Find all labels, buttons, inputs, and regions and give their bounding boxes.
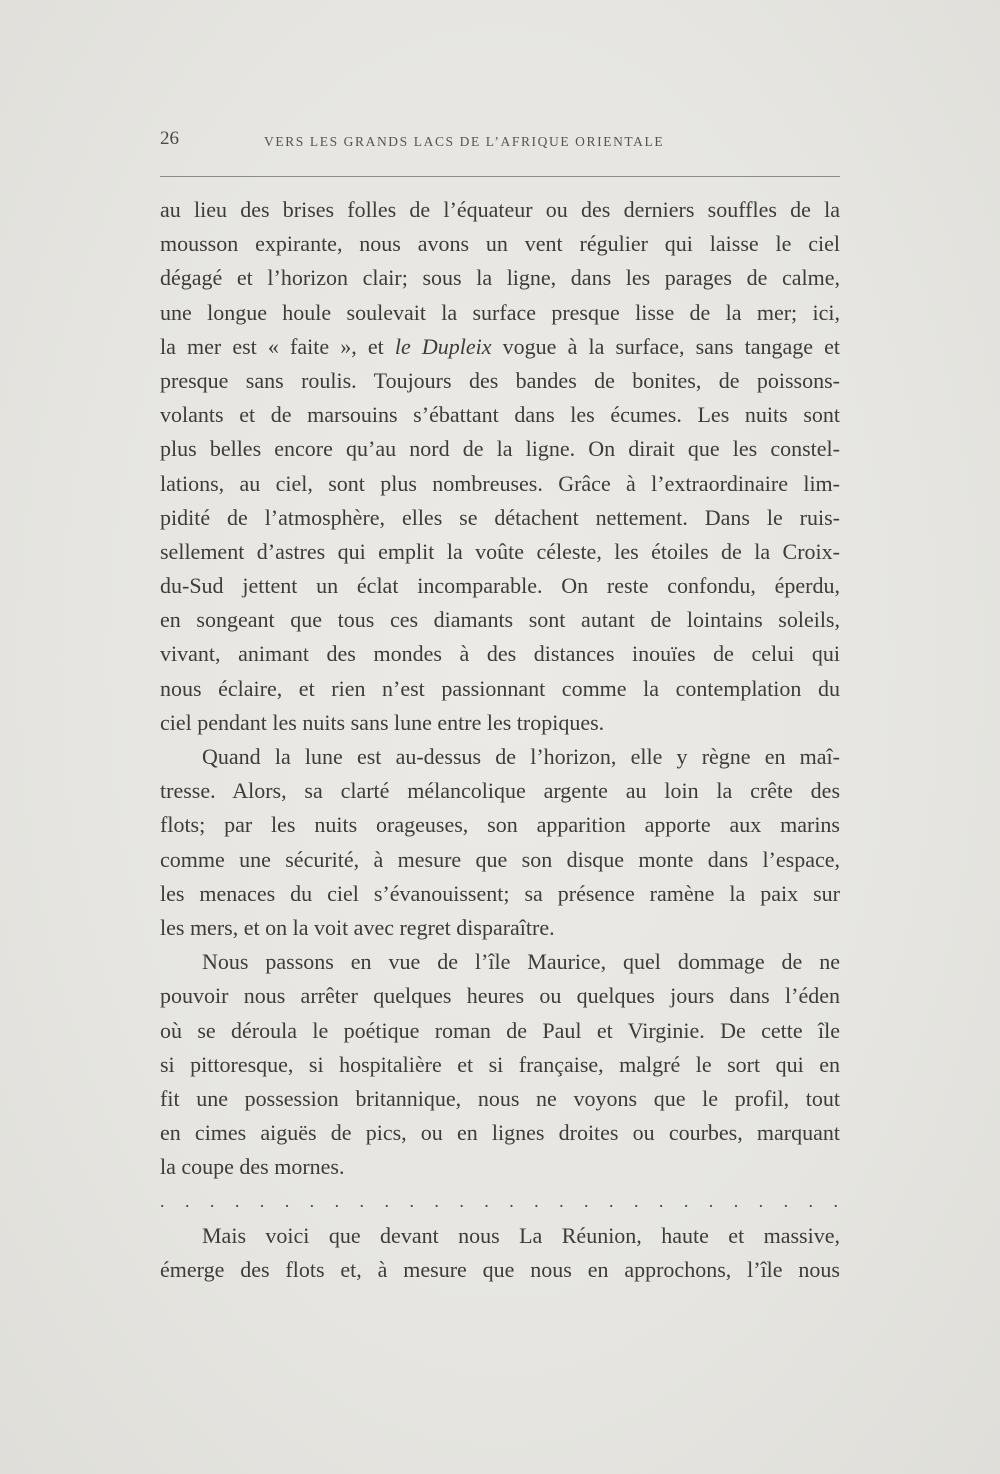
text-line: les menaces du ciel s’évanouissent; sa présence ramène la paix sur [160, 880, 840, 906]
text-line: sellement d’astres qui emplit la voûte céleste, les étoiles de la Croix- [160, 538, 840, 564]
text-line: pouvoir nous arrêter quelques heures ou quelques jours dans l’éden [160, 983, 840, 1009]
text-line: dégagé et l’horizon clair; sous la ligne, dans les parages de calme, [160, 265, 840, 291]
ship-name: le Dupleix [394, 333, 492, 359]
text-segment: la mer est « faite », et [160, 333, 384, 359]
text-line: nous éclaire, et rien n’est passionnant comme la contemplation du [160, 675, 840, 701]
text-line: ciel pendant les nuits sans lune entre les tropiques. [160, 709, 605, 735]
text-line: Quand la lune est au-dessus de l’horizon, elle y règne en maî- [202, 744, 840, 769]
text-line: pidité de l’atmosphère, elles se détachent nettement. Dans le ruis- [160, 504, 840, 530]
text-line: Nous passons en vue de l’île Maurice, quel dommage de ne [202, 949, 840, 975]
text-line: en cimes aiguës de pics, ou en lignes droites ou courbes, marquant [160, 1120, 840, 1146]
running-title: VERS LES GRANDS LACS DE L’AFRIQUE ORIENTALE [264, 134, 665, 149]
body-text [160, 193, 840, 1287]
text-line: presque sans roulis. Toujours des bandes de bonites, de poissons- [160, 367, 840, 393]
text-segment: vogue à la surface, sans tangage et [502, 333, 840, 359]
text-line: plus belles encore qu’au nord de la ligne. On dirait que les constel- [160, 436, 840, 462]
text-line: flots; par les nuits orageuses, son apparition apporte aux marins [160, 812, 840, 838]
page-number: 26 [160, 128, 179, 149]
section-break-dots: . . . . . . . . . . . . . . . . . . . . . . . . . . . . [160, 1191, 840, 1212]
text-line: volants et de marsouins s’ébattant dans les écumes. Les nuits sont [160, 402, 840, 428]
text-line [160, 330, 840, 364]
text-line: Mais voici que devant nous La Réunion, haute et massive, [202, 1222, 840, 1248]
text-line: du-Sud jettent un éclat incomparable. On reste confondu, éperdu, [160, 573, 840, 599]
text-line: comme une sécurité, à mesure que son disque monte dans l’espace, [160, 846, 840, 872]
text-line: si pittoresque, si hospitalière et si française, malgré le sort qui en [160, 1051, 840, 1077]
text-line: la coupe des mornes. [160, 1154, 345, 1180]
text-line: où se déroula le poétique roman de Paul et Virginie. De cette île [160, 1017, 840, 1043]
text-line: lations, au ciel, sont plus nombreuses. Grâce à l’extraordinaire lim- [160, 470, 840, 496]
text-line: fit une possession britannique, nous ne voyons que le profil, tout [160, 1085, 840, 1111]
text-line: une longue houle soulevait la surface presque lisse de la mer; ici, [160, 299, 840, 325]
header-rule [160, 176, 840, 177]
text-line: vivant, animant des mondes à des distances inouïes de celui qui [160, 641, 840, 667]
text-line: en songeant que tous ces diamants sont autant de lointains soleils, [160, 607, 840, 633]
text-line: tresse. Alors, sa clarté mélancolique argente au loin la crête des [160, 778, 840, 804]
text-line: émerge des flots et, à mesure que nous en approchons, l’île nous [160, 1256, 840, 1282]
text-line: les mers, et on la voit avec regret disparaître. [160, 914, 555, 940]
text-line: au lieu des brises folles de l’équateur ou des derniers souffles de la [160, 197, 840, 222]
running-head [160, 128, 840, 158]
text-line: mousson expirante, nous avons un vent régulier qui laisse le ciel [160, 231, 840, 257]
